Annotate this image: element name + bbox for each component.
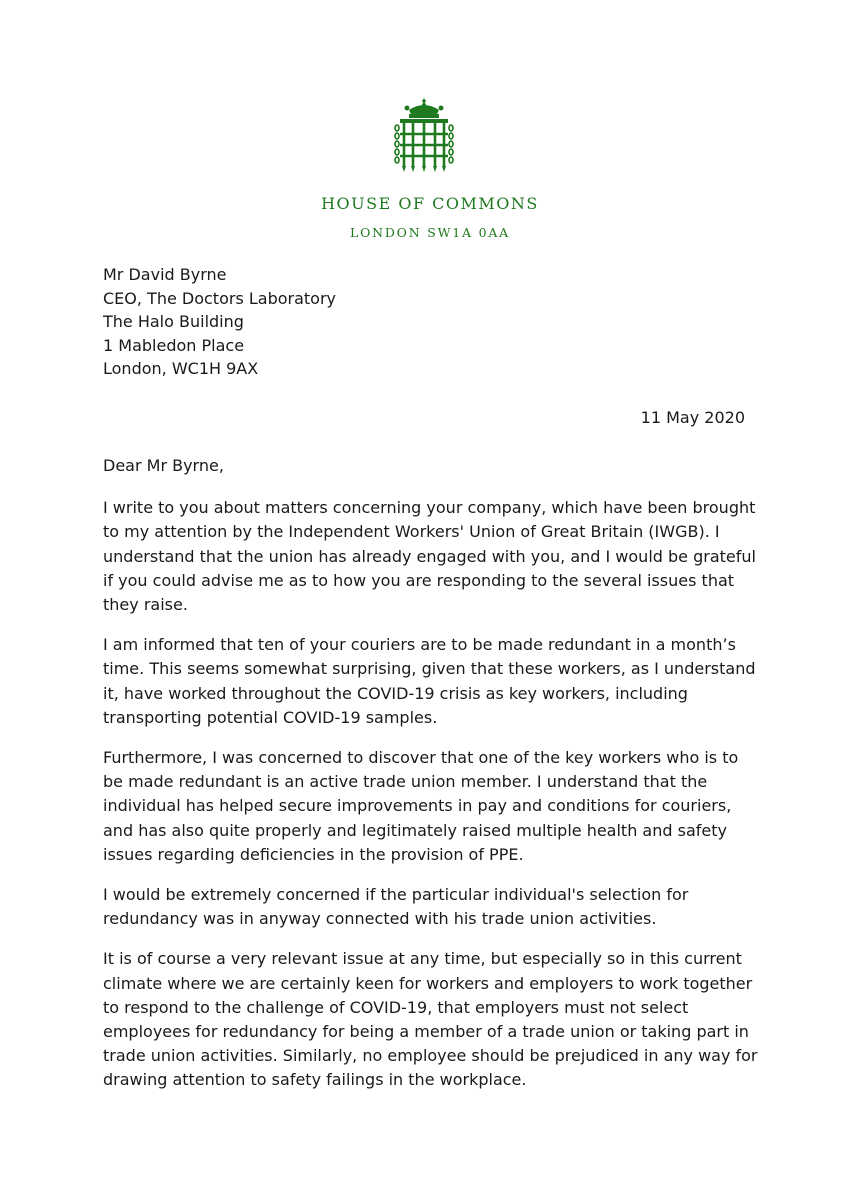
house-name: HOUSE OF COMMONS — [321, 194, 539, 213]
body-paragraph: It is of course a very relevant issue at any time, but especially so in this current climate where we are certainly keen for workers and employers to work together to respond to the challenge of COVID-19, that employers must not select employees for redundancy for being a member of a trade union or taking part in trade union activities. Similarly, no employee should be prejudiced in any way for drawing attention to safety failings in the workplace. — [103, 949, 758, 1090]
body-paragraph: I write to you about matters concerning your company, which have been brought to my attention by the Independent Workers' Union of Great Britain (IWGB). I understand that the union has already engaged with you, and I would be grateful if you could advise me as to how you are responding to the several issues that they raise. — [103, 498, 756, 615]
recipient-line: 1 Mabledon Place — [103, 335, 245, 355]
letter-date: 11 May 2020 — [640, 408, 745, 427]
portcullis-icon — [393, 96, 455, 176]
recipient-address — [103, 263, 336, 381]
recipient-line: London, WC1H 9AX — [103, 359, 259, 378]
recipient-line: Mr David Byrne — [103, 265, 227, 284]
letter-body — [103, 454, 763, 1109]
house-address: LONDON SW1A 0AA — [349, 225, 511, 240]
letterhead — [0, 96, 848, 240]
recipient-line: CEO, The Doctors Laboratory — [103, 288, 337, 308]
body-paragraph: I would be extremely concerned if the particular individual's selection for redundancy was in anyway connected with his trade union activities. — [103, 885, 689, 929]
recipient-line: The Halo Building — [103, 312, 244, 331]
body-paragraph: Furthermore, I was concerned to discover that one of the key workers who is to be made redundant is an active trade union member. I understand that the individual has helped secure improvements in pay and conditions for couriers, and has also quite properly and legitimately raised multiple health and safety issues regarding deficiencies in the provision of PPE. — [103, 748, 739, 864]
greeting: Dear Mr Byrne, — [103, 456, 224, 475]
body-paragraph: I am informed that ten of your couriers are to be made redundant in a month’s time. This seems somewhat surprising, given that these workers, as I understand it, have worked throughout the COVID-19 crisis as key workers, including transporting potential COVID-19 samples. — [103, 635, 756, 727]
